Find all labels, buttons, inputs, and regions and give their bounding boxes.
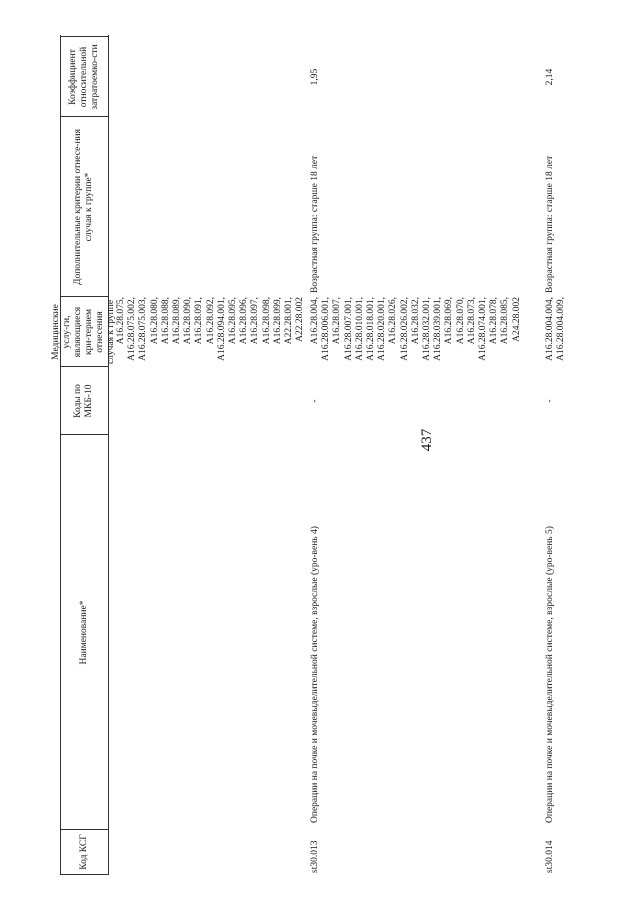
service-code: A16.28.096, (239, 297, 250, 345)
service-code: A16.28.094.001, (216, 297, 227, 361)
service-code: A16.28.089, (172, 297, 183, 345)
service-code: A16.28.099, (272, 297, 283, 345)
service-code: A16.28.018.001, (366, 297, 377, 361)
service-code: A16.28.026.002, (399, 297, 410, 361)
service-code: A16.28.070, (455, 297, 466, 345)
header-border-left (60, 874, 108, 875)
service-code: A16.28.075, (116, 297, 126, 345)
row-coefficient: 2,14 (545, 68, 555, 86)
header-divider (60, 434, 108, 435)
row-coefficient: 1,95 (310, 68, 320, 86)
row-services (310, 297, 523, 367)
header-code: Код КСГ (78, 834, 89, 870)
header-divider (60, 829, 108, 830)
service-code: A16.28.088, (160, 297, 171, 345)
service-code: A16.28.073, (466, 297, 477, 345)
row-code: st30.013 (310, 840, 320, 873)
row-mkb: - (310, 399, 320, 403)
header-divider (60, 116, 108, 117)
header-divider (60, 366, 108, 367)
service-code: A16.28.032.001, (422, 297, 433, 361)
service-code: A16.28.091, (194, 297, 205, 345)
service-code: A16.28.026, (388, 297, 399, 345)
service-code: A16.28.090, (183, 297, 194, 345)
header-services: Медицинские услу-ги, являющиеся кри-терием отнесения случая к группе (51, 299, 116, 365)
header-name: Наименование* (78, 600, 89, 665)
row-name: Операции на почке и мочевыделительной системе, взрослые (уро-вень 4) (310, 526, 320, 823)
service-code: A16.28.075.003, (138, 297, 149, 361)
service-code: A16.28.006.001, (321, 297, 332, 361)
service-code: A16.28.098, (261, 297, 272, 345)
service-code: A16.28.032, (410, 297, 421, 345)
header-coefficient: Коэффициент относительной затратоемко-сти (67, 44, 100, 110)
service-code: A16.28.092, (205, 297, 216, 345)
header-separator (108, 35, 109, 875)
service-code: A22.28.002 (295, 297, 306, 342)
service-code: A16.28.010.001, (354, 297, 365, 361)
header-mkb: Коды по МКБ-10 (73, 384, 94, 418)
service-code: A16.28.085, (500, 297, 511, 345)
service-code: A16.28.007.001, (343, 297, 354, 361)
service-code: A22.28.001, (284, 297, 295, 345)
service-code: A16.28.039.001, (433, 297, 444, 361)
prev-row-services (116, 297, 306, 367)
service-code: A16.28.004.004, (545, 297, 555, 361)
row-code: st30.014 (545, 840, 555, 873)
page-number: 437 (419, 428, 435, 452)
row-mkb: - (545, 399, 555, 403)
service-code: A16.28.020.001, (377, 297, 388, 361)
service-code: A16.28.080, (149, 297, 160, 345)
service-code: A16.28.069, (444, 297, 455, 345)
row-name: Операции на почке и мочевыделительной системе, взрослые (уро-вень 5) (545, 526, 555, 823)
row-criteria: Возрастная группа: старше 18 лет (310, 155, 320, 293)
service-code: A16.28.007, (332, 297, 343, 345)
service-code: A16.28.075.002, (127, 297, 138, 361)
service-code: A16.28.097, (250, 297, 261, 345)
service-code: A16.28.004.009, (556, 297, 567, 361)
header-criteria: Дополнительные критерии отнесе-ния случая к группе* (73, 128, 94, 286)
service-code: A16.28.095, (228, 297, 239, 345)
header-border-right (60, 36, 108, 37)
service-code: A16.28.004, (310, 297, 320, 345)
rotated-table (51, 35, 610, 875)
service-code: A16.28.074.001, (478, 297, 489, 361)
row-services (545, 297, 567, 367)
row-criteria: Возрастная группа: старше 18 лет (545, 155, 555, 293)
service-code: A16.28.078, (489, 297, 500, 345)
service-code: A24.28.002 (511, 297, 522, 342)
header-divider (60, 296, 108, 297)
